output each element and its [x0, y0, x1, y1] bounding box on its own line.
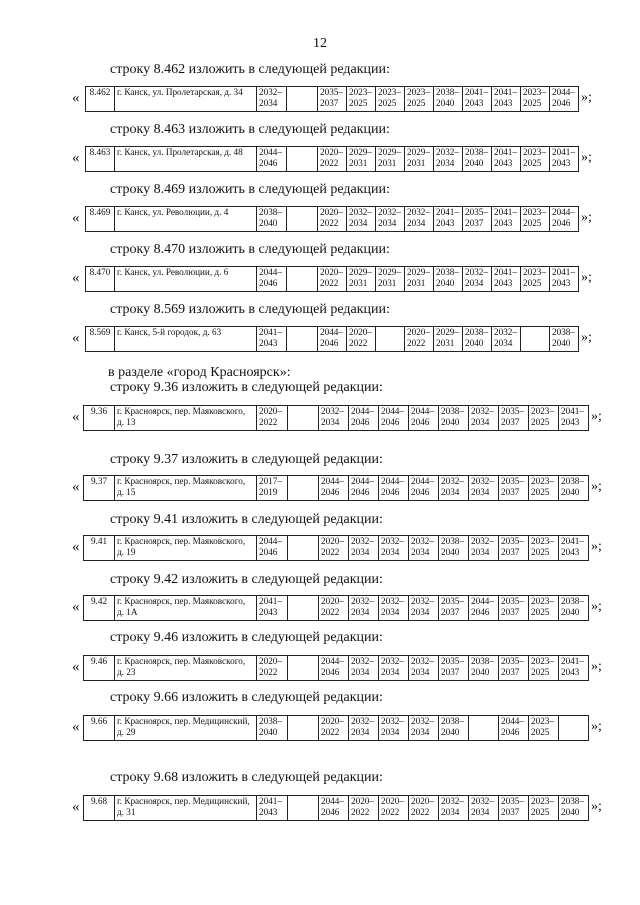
period-cell: 2023– 2025 — [521, 267, 550, 292]
period-cell: 2020– 2022 — [347, 327, 376, 352]
period-cell: 2044– 2046 — [550, 87, 579, 112]
row-statement: строку 9.41 изложить в следующей редакции: — [110, 512, 383, 527]
period-cell: 2038– 2040 — [559, 596, 589, 621]
period-cell — [288, 476, 319, 501]
period-cell: 2023– 2025 — [347, 87, 376, 112]
period-cell: 2035– 2037 — [499, 656, 529, 681]
period-cell: 2032– 2034 — [379, 596, 409, 621]
amendment-row-table — [85, 86, 579, 112]
period-cell — [288, 656, 319, 681]
address-cell: г. Канск, ул. Революции, д. 6 — [115, 267, 257, 292]
period-cell: 2032– 2034 — [409, 716, 439, 741]
period-cell: 2032– 2034 — [469, 406, 499, 431]
period-cell: 2032– 2034 — [409, 656, 439, 681]
period-cell: 2029– 2031 — [347, 267, 376, 292]
period-cell: 2041– 2043 — [492, 87, 521, 112]
row-number-cell: 9.41 — [84, 536, 115, 561]
opening-quote: « — [72, 479, 80, 495]
closing-quote: »; — [591, 719, 602, 734]
period-cell: 2038– 2040 — [257, 716, 288, 741]
period-cell — [288, 406, 319, 431]
address-cell: г. Канск, ул. Революции, д. 4 — [115, 207, 257, 232]
row-number-cell: 8.569 — [86, 327, 115, 352]
row-statement: строку 9.42 изложить в следующей редакции: — [110, 572, 383, 587]
opening-quote: « — [72, 599, 80, 615]
period-cell: 2023– 2025 — [529, 476, 559, 501]
address-cell: г. Красноярск, пер. Маяковского, д. 1А — [115, 596, 257, 621]
address-cell: г. Красноярск, пер. Медицинский, д. 29 — [115, 716, 257, 741]
period-cell: 2044– 2046 — [409, 406, 439, 431]
period-cell: 2041– 2043 — [463, 87, 492, 112]
period-cell: 2038– 2040 — [439, 716, 469, 741]
period-cell: 2041– 2043 — [492, 267, 521, 292]
period-cell — [288, 796, 319, 821]
address-cell: г. Красноярск, пер. Медицинский, д. 31 — [115, 796, 257, 821]
opening-quote: « — [72, 659, 80, 675]
period-cell: 2035– 2037 — [318, 87, 347, 112]
period-cell: 2038– 2040 — [434, 267, 463, 292]
period-cell: 2041– 2043 — [257, 796, 288, 821]
period-cell: 2023– 2025 — [376, 87, 405, 112]
table-row — [84, 796, 589, 821]
period-cell: 2035– 2037 — [499, 596, 529, 621]
period-cell: 2044– 2046 — [379, 476, 409, 501]
closing-quote: »; — [591, 599, 602, 614]
period-cell: 2032– 2034 — [379, 536, 409, 561]
period-cell: 2035– 2037 — [439, 656, 469, 681]
table-row — [84, 536, 589, 561]
period-cell: 2041– 2043 — [257, 327, 287, 352]
opening-quote: « — [72, 330, 80, 346]
period-cell: 2023– 2025 — [521, 207, 550, 232]
period-cell: 2041– 2043 — [550, 147, 579, 172]
address-cell: г. Красноярск, пер. Маяковского, д. 23 — [115, 656, 257, 681]
period-cell: 2035– 2037 — [499, 536, 529, 561]
period-cell: 2038– 2040 — [559, 796, 589, 821]
period-cell — [288, 596, 319, 621]
period-cell: 2032– 2034 — [434, 147, 463, 172]
period-cell: 2029– 2031 — [405, 267, 434, 292]
period-cell: 2032– 2034 — [469, 476, 499, 501]
amendment-row-table — [83, 595, 589, 621]
period-cell — [559, 716, 589, 741]
table-row — [84, 596, 589, 621]
period-cell: 2020– 2022 — [319, 716, 349, 741]
period-cell: 2032– 2034 — [439, 796, 469, 821]
amendment-row-table — [83, 655, 589, 681]
table-row — [86, 147, 579, 172]
row-statement: строку 9.37 изложить в следующей редакции: — [110, 452, 383, 467]
period-cell: 2032– 2034 — [405, 207, 434, 232]
period-cell: 2032– 2034 — [409, 596, 439, 621]
period-cell: 2041– 2043 — [257, 596, 288, 621]
amendment-row-table — [85, 206, 579, 232]
period-cell: 2032– 2034 — [319, 406, 349, 431]
period-cell: 2044– 2046 — [318, 327, 347, 352]
period-cell: 2032– 2034 — [379, 656, 409, 681]
period-cell: 2032– 2034 — [492, 327, 521, 352]
period-cell — [288, 536, 319, 561]
closing-quote: »; — [581, 90, 592, 105]
closing-quote: »; — [581, 150, 592, 165]
row-statement: строку 9.46 изложить в следующей редакции: — [110, 630, 383, 645]
opening-quote: « — [72, 539, 80, 555]
period-cell — [376, 327, 405, 352]
row-statement: строку 9.36 изложить в следующей редакции: — [110, 380, 383, 395]
address-cell: г. Канск, 5-й городок, д. 63 — [115, 327, 257, 352]
table-row — [86, 87, 579, 112]
amendment-row-table — [83, 475, 589, 501]
period-cell: 2041– 2043 — [559, 406, 589, 431]
row-statement: строку 8.469 изложить в следующей редакции: — [110, 182, 390, 197]
period-cell: 2032– 2034 — [347, 207, 376, 232]
closing-quote: »; — [591, 659, 602, 674]
table-row — [84, 406, 589, 431]
period-cell: 2032– 2034 — [349, 536, 379, 561]
closing-quote: »; — [591, 479, 602, 494]
row-number-cell: 8.470 — [86, 267, 115, 292]
row-number-cell: 8.463 — [86, 147, 115, 172]
period-cell: 2032– 2034 — [409, 536, 439, 561]
row-number-cell: 9.46 — [84, 656, 115, 681]
closing-quote: »; — [591, 409, 602, 424]
period-cell: 2029– 2031 — [434, 327, 463, 352]
period-cell: 2044– 2046 — [257, 147, 287, 172]
period-cell: 2017– 2019 — [257, 476, 288, 501]
period-cell — [287, 327, 318, 352]
period-cell: 2044– 2046 — [257, 267, 287, 292]
period-cell: 2035– 2037 — [439, 596, 469, 621]
period-cell: 2044– 2046 — [379, 406, 409, 431]
period-cell — [287, 147, 318, 172]
closing-quote: »; — [581, 210, 592, 225]
row-number-cell: 9.68 — [84, 796, 115, 821]
address-cell: г. Канск, ул. Пролетарская, д. 34 — [115, 87, 257, 112]
amendment-row-table — [85, 146, 579, 172]
address-cell: г. Красноярск, пер. Маяковского, д. 15 — [115, 476, 257, 501]
address-cell: г. Канск, ул. Пролетарская, д. 48 — [115, 147, 257, 172]
amendment-row-table — [83, 535, 589, 561]
period-cell: 2038– 2040 — [469, 656, 499, 681]
period-cell — [521, 327, 550, 352]
period-cell: 2020– 2022 — [318, 267, 347, 292]
row-statement: строку 9.68 изложить в следующей редакции: — [110, 770, 383, 785]
period-cell: 2044– 2046 — [349, 476, 379, 501]
period-cell: 2029– 2031 — [376, 267, 405, 292]
period-cell: 2038– 2040 — [439, 536, 469, 561]
amendment-row-table — [83, 715, 589, 741]
period-cell: 2029– 2031 — [347, 147, 376, 172]
row-number-cell: 8.462 — [86, 87, 115, 112]
period-cell: 2029– 2031 — [405, 147, 434, 172]
period-cell: 2020– 2022 — [409, 796, 439, 821]
period-cell: 2038– 2040 — [439, 406, 469, 431]
period-cell: 2020– 2022 — [405, 327, 434, 352]
period-cell — [287, 207, 318, 232]
period-cell: 2032– 2034 — [463, 267, 492, 292]
period-cell: 2038– 2040 — [550, 327, 579, 352]
period-cell: 2032– 2034 — [349, 656, 379, 681]
amendment-row-table — [85, 326, 579, 352]
period-cell: 2035– 2037 — [499, 406, 529, 431]
period-cell: 2023– 2025 — [521, 87, 550, 112]
address-cell: г. Красноярск, пер. Маяковского, д. 13 — [115, 406, 257, 431]
amendment-row-table — [85, 266, 579, 292]
table-row — [84, 656, 589, 681]
opening-quote: « — [72, 799, 80, 815]
period-cell: 2032– 2034 — [469, 796, 499, 821]
period-cell — [288, 716, 319, 741]
address-cell: г. Красноярск, пер. Маяковского, д. 19 — [115, 536, 257, 561]
period-cell: 2020– 2022 — [319, 536, 349, 561]
period-cell: 2044– 2046 — [257, 536, 288, 561]
row-statement: строку 8.462 изложить в следующей редакции: — [110, 62, 390, 77]
period-cell: 2020– 2022 — [319, 596, 349, 621]
period-cell: 2023– 2025 — [529, 656, 559, 681]
row-statement: строку 9.66 изложить в следующей редакции: — [110, 690, 383, 705]
opening-quote: « — [72, 210, 80, 226]
period-cell: 2032– 2034 — [349, 716, 379, 741]
table-row — [84, 476, 589, 501]
period-cell: 2035– 2037 — [499, 476, 529, 501]
opening-quote: « — [72, 409, 80, 425]
period-cell: 2032– 2034 — [469, 536, 499, 561]
opening-quote: « — [72, 270, 80, 286]
period-cell: 2038– 2040 — [463, 327, 492, 352]
period-cell: 2044– 2046 — [319, 476, 349, 501]
closing-quote: »; — [581, 330, 592, 345]
period-cell: 2041– 2043 — [559, 656, 589, 681]
period-cell: 2038– 2040 — [257, 207, 287, 232]
closing-quote: »; — [591, 799, 602, 814]
amendment-row-table — [83, 405, 589, 431]
period-cell: 2041– 2043 — [492, 147, 521, 172]
period-cell: 2032– 2034 — [379, 716, 409, 741]
page-number: 12 — [313, 36, 327, 51]
row-statement: строку 8.463 изложить в следующей редакции: — [110, 122, 390, 137]
row-number-cell: 8.469 — [86, 207, 115, 232]
period-cell: 2023– 2025 — [529, 536, 559, 561]
row-number-cell: 9.37 — [84, 476, 115, 501]
closing-quote: »; — [591, 539, 602, 554]
row-number-cell: 9.66 — [84, 716, 115, 741]
period-cell — [287, 267, 318, 292]
period-cell: 2032– 2034 — [257, 87, 287, 112]
row-statement: строку 8.569 изложить в следующей редакции: — [110, 302, 390, 317]
period-cell: 2035– 2037 — [463, 207, 492, 232]
period-cell: 2020– 2022 — [318, 147, 347, 172]
period-cell: 2044– 2046 — [469, 596, 499, 621]
table-row — [86, 207, 579, 232]
period-cell: 2023– 2025 — [521, 147, 550, 172]
period-cell: 2032– 2034 — [376, 207, 405, 232]
period-cell: 2038– 2040 — [559, 476, 589, 501]
period-cell: 2044– 2046 — [319, 796, 349, 821]
period-cell: 2023– 2025 — [529, 796, 559, 821]
row-number-cell: 9.36 — [84, 406, 115, 431]
opening-quote: « — [72, 90, 80, 106]
table-row — [84, 716, 589, 741]
period-cell: 2041– 2043 — [492, 207, 521, 232]
period-cell: 2044– 2046 — [409, 476, 439, 501]
row-statement: строку 8.470 изложить в следующей редакции: — [110, 242, 390, 257]
period-cell: 2044– 2046 — [349, 406, 379, 431]
opening-quote: « — [72, 150, 80, 166]
period-cell: 2044– 2046 — [550, 207, 579, 232]
amendment-row-table — [83, 795, 589, 821]
period-cell: 2038– 2040 — [463, 147, 492, 172]
period-cell: 2020– 2022 — [318, 207, 347, 232]
period-cell — [287, 87, 318, 112]
period-cell: 2038– 2040 — [434, 87, 463, 112]
closing-quote: »; — [581, 270, 592, 285]
opening-quote: « — [72, 719, 80, 735]
period-cell: 2020– 2022 — [257, 406, 288, 431]
period-cell: 2023– 2025 — [529, 716, 559, 741]
period-cell: 2020– 2022 — [379, 796, 409, 821]
table-row — [86, 327, 579, 352]
table-row — [86, 267, 579, 292]
period-cell: 2032– 2034 — [349, 596, 379, 621]
period-cell — [469, 716, 499, 741]
period-cell: 2029– 2031 — [376, 147, 405, 172]
period-cell: 2023– 2025 — [529, 406, 559, 431]
period-cell: 2032– 2034 — [439, 476, 469, 501]
period-cell: 2020– 2022 — [257, 656, 288, 681]
period-cell: 2044– 2046 — [319, 656, 349, 681]
period-cell: 2041– 2043 — [550, 267, 579, 292]
period-cell: 2041– 2043 — [434, 207, 463, 232]
row-number-cell: 9.42 — [84, 596, 115, 621]
period-cell: 2041– 2043 — [559, 536, 589, 561]
period-cell: 2020– 2022 — [349, 796, 379, 821]
period-cell: 2035– 2037 — [499, 796, 529, 821]
period-cell: 2023– 2025 — [529, 596, 559, 621]
period-cell: 2023– 2025 — [405, 87, 434, 112]
district-heading: в разделе «город Красноярск»: — [108, 365, 291, 380]
period-cell: 2044– 2046 — [499, 716, 529, 741]
